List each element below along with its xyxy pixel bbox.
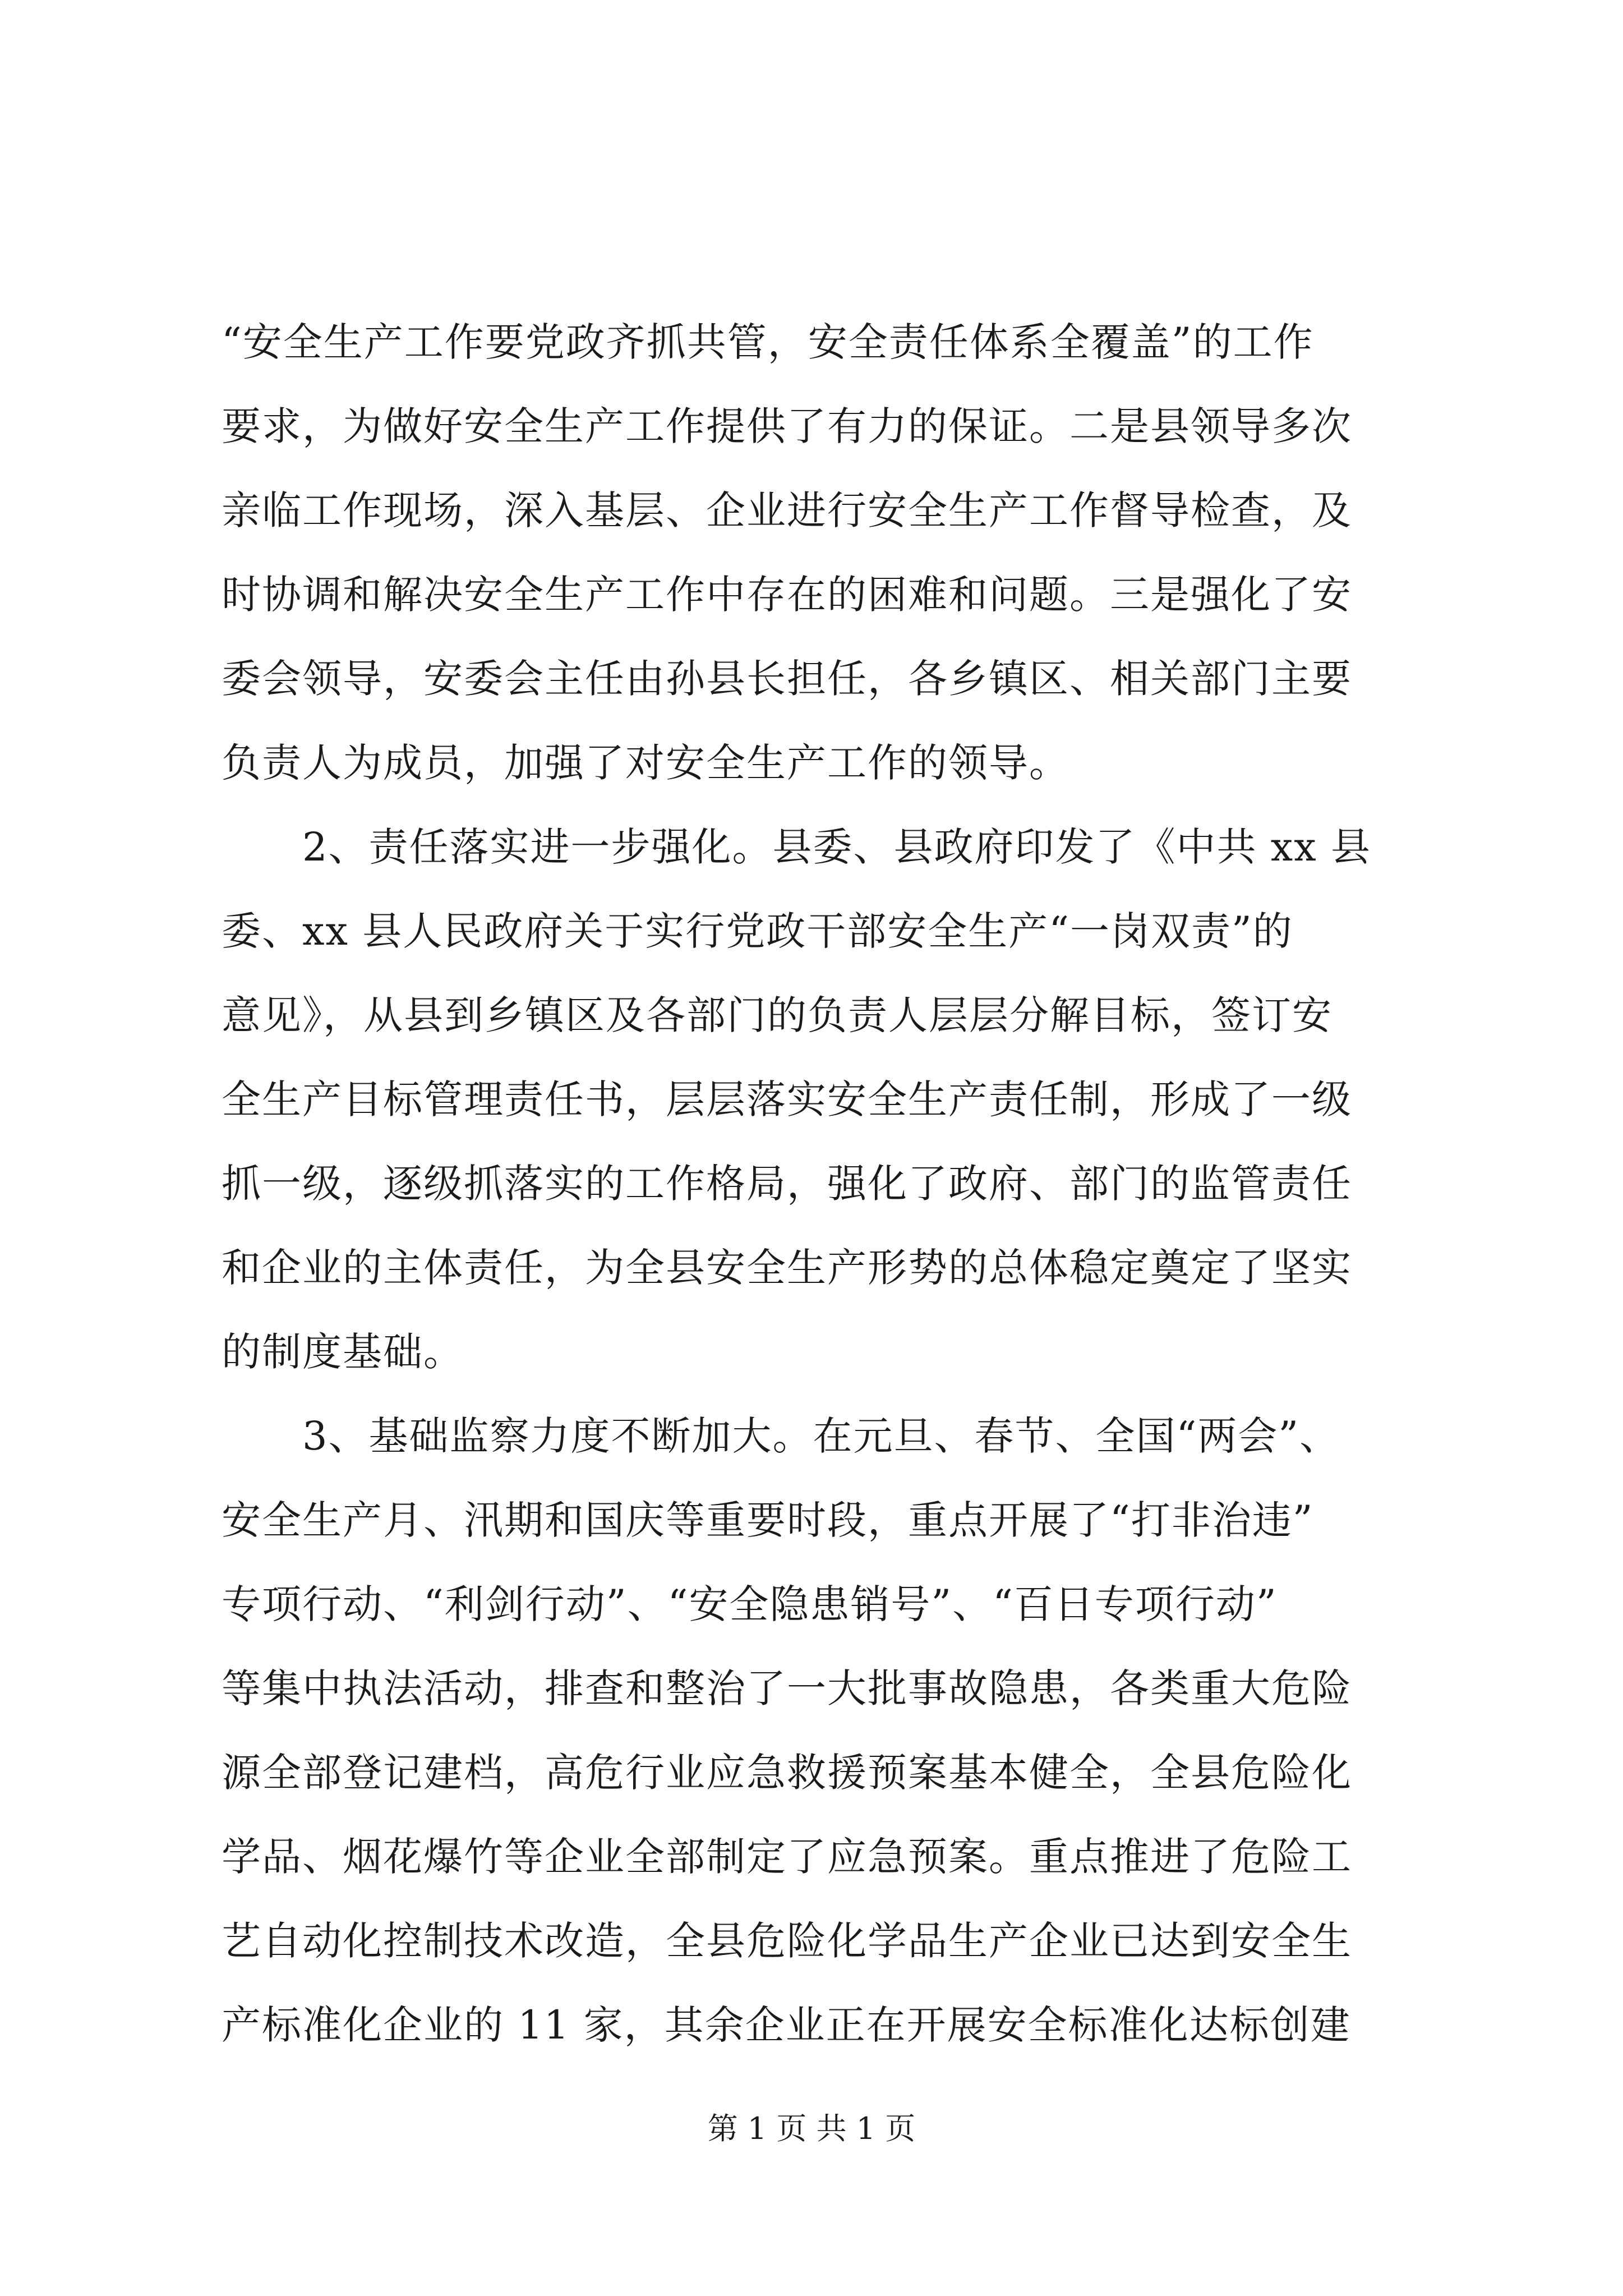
- text-line: 抓一级，逐级抓落实的工作格局，强化了政府、部门的监管责任: [222, 1161, 1352, 1207]
- text-line: 时协调和解决安全生产工作中存在的困难和问题。三是强化了安: [222, 572, 1352, 618]
- text-line: 委会领导，安委会主任由孙县长担任，各乡镇区、相关部门主要: [222, 656, 1352, 702]
- text-line: 安全生产月、汛期和国庆等重要时段，重点开展了“打非治违”: [222, 1497, 1314, 1543]
- text-line: 3、基础监察力度不断加大。在元旦、春节、全国“两会”、: [222, 1413, 1340, 1459]
- text-line: 和企业的主体责任，为全县安全生产形势的总体稳定奠定了坚实: [222, 1245, 1352, 1291]
- text-line: 产标准化企业的 11 家，其余企业正在开展安全标准化达标创建: [222, 2002, 1351, 2048]
- text-line: 学品、烟花爆竹等企业全部制定了应急预案。重点推进了危险工: [222, 1834, 1352, 1880]
- text-line: 亲临工作现场，深入基层、企业进行安全生产工作督导检查，及: [222, 487, 1352, 533]
- text-line: 2、责任落实进一步强化。县委、县政府印发了《中共 xx 县: [222, 824, 1371, 870]
- text-line: 的制度基础。: [222, 1329, 464, 1375]
- text-line: 专项行动、“利剑行动”、“安全隐患销号”、“百日专项行动”: [222, 1581, 1278, 1627]
- text-line: 艺自动化控制技术改造，全县危险化学品生产企业已达到安全生: [222, 1918, 1352, 1964]
- text-line: 源全部登记建档，高危行业应急救援预案基本健全，全县危险化: [222, 1750, 1352, 1796]
- text-line: 全生产目标管理责任书，层层落实安全生产责任制，形成了一级: [222, 1076, 1352, 1122]
- page-number-footer: 第 1 页 共 1 页: [707, 2111, 916, 2146]
- text-line: 负责人为成员，加强了对安全生产工作的领导。: [222, 740, 1069, 786]
- text-line: 意见》，从县到乡镇区及各部门的负责人层层分解目标，签订安: [222, 992, 1332, 1038]
- text-line: 要求，为做好安全生产工作提供了有力的保证。二是县领导多次: [222, 403, 1352, 449]
- text-line: “安全生产工作要党政齐抓共管，安全责任体系全覆盖”的工作: [222, 319, 1314, 365]
- text-line: 委、xx 县人民政府关于实行党政干部安全生产“一岗双责”的: [222, 908, 1293, 954]
- text-line: 等集中执法活动，排查和整治了一大批事故隐患，各类重大危险: [222, 1665, 1352, 1711]
- body-text: [222, 300, 1416, 2067]
